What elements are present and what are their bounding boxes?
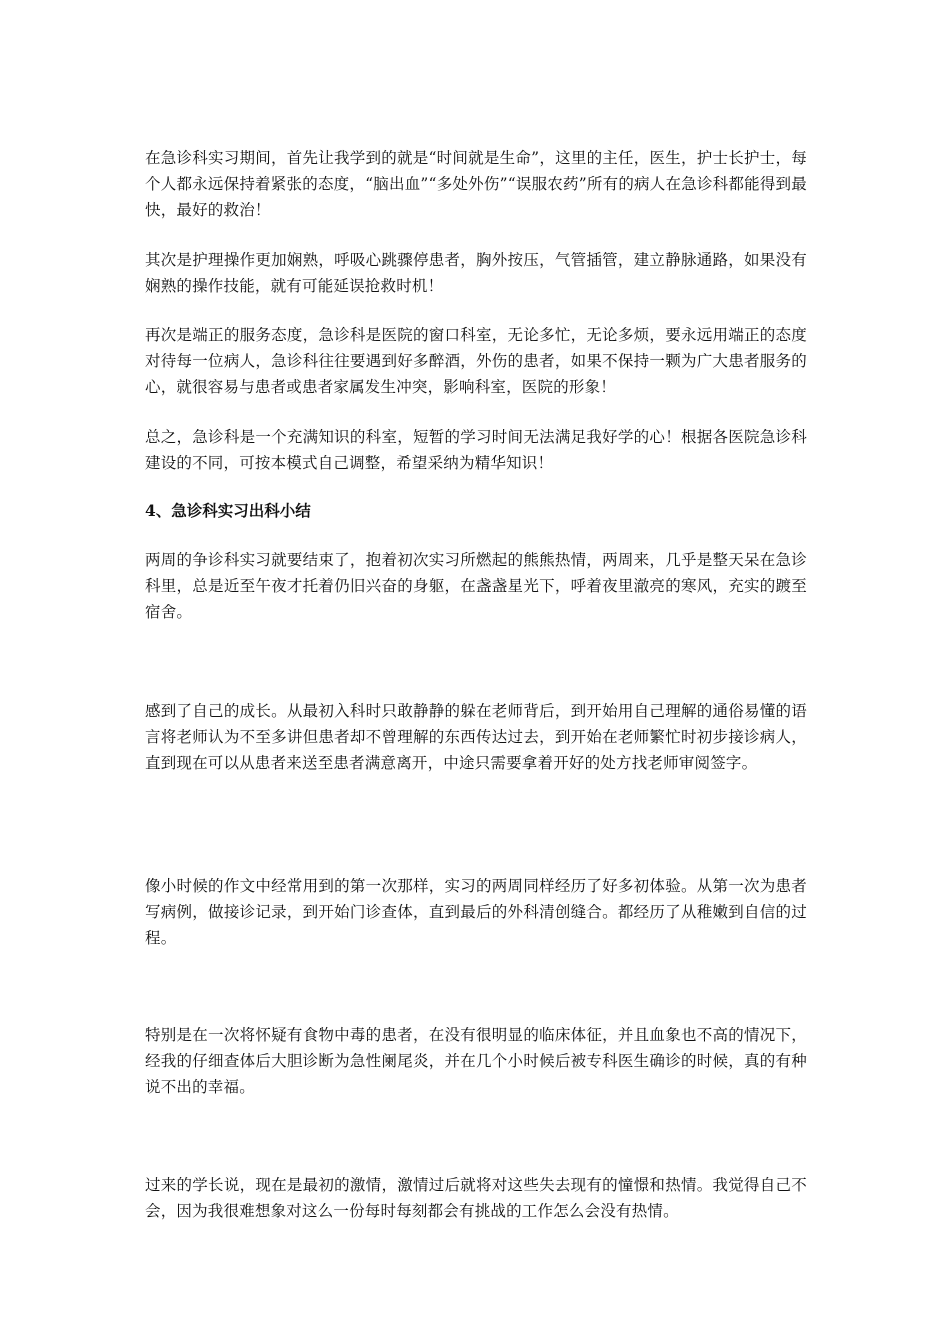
paragraph: 再次是端正的服务态度，急诊科是医院的窗口科室，无论多忙，无论多烦，要永远用端正的态度对待每一位病人，急诊科往往要遇到好多醉酒，外伤的患者，如果不保持一颗为广大患者服务的心，就很容易与患者或患者家属发生冲突，影响科室，医院的形象！ — [145, 326, 807, 396]
section-heading: 4、急诊科实习出科小结 — [145, 501, 311, 520]
paragraph: 总之，急诊科是一个充满知识的科室，短暂的学习时间无法满足我好学的心！根据各医院急诊科建设的不同，可按本模式自己调整，希望采纳为精华知识！ — [145, 428, 807, 472]
paragraph: 在急诊科实习期间，首先让我学到的就是“时间就是生命”，这里的主任，医生，护士长护士，每个人都永远保持着紧张的态度，“脑出血”“多处外伤”“误服农药”所有的病人在急诊科都能得到最快，最好的救治！ — [145, 149, 807, 219]
paragraph: 过来的学长说，现在是最初的激情，激情过后就将对这些失去现有的憧憬和热情。我觉得自己不会，因为我很难想象对这么一份每时每刻都会有挑战的工作怎么会没有热情。 — [145, 1176, 807, 1220]
paragraph: 像小时候的作文中经常用到的第一次那样，实习的两周同样经历了好多初体验。从第一次为患者写病例，做接诊记录，到开始门诊查体，直到最后的外科清创缝合。都经历了从稚嫩到自信的过程。 — [145, 877, 807, 947]
paragraph: 两周的争诊科实习就要结束了，抱着初次实习所燃起的熊熊热情，两周来，几乎是整天呆在急诊科里，总是近至午夜才托着仍旧兴奋的身躯，在盏盏星光下，呼着夜里澈亮的寒风，充实的踱至宿舍。 — [145, 551, 807, 621]
paragraph: 特别是在一次将怀疑有食物中毒的患者，在没有很明显的临床体征，并且血象也不高的情况下，经我的仔细查体后大胆诊断为急性阑尾炎，并在几个小时候后被专科医生确诊的时候，真的有种说不出的幸福。 — [145, 1026, 807, 1096]
paragraph: 其次是护理操作更加娴熟，呼吸心跳骤停患者，胸外按压，气管插管，建立静脉通路，如果没有娴熟的操作技能，就有可能延误抢救时机！ — [145, 251, 807, 295]
paragraph: 感到了自己的成长。从最初入科时只敢静静的躲在老师背后，到开始用自己理解的通俗易懂的语言将老师认为不至多讲但患者却不曾理解的东西传达过去，到开始在老师繁忙时初步接诊病人，直到现在可以从患者来送至患者满意离开，中途只需要拿着开好的处方找老师审阅签字。 — [145, 702, 807, 772]
